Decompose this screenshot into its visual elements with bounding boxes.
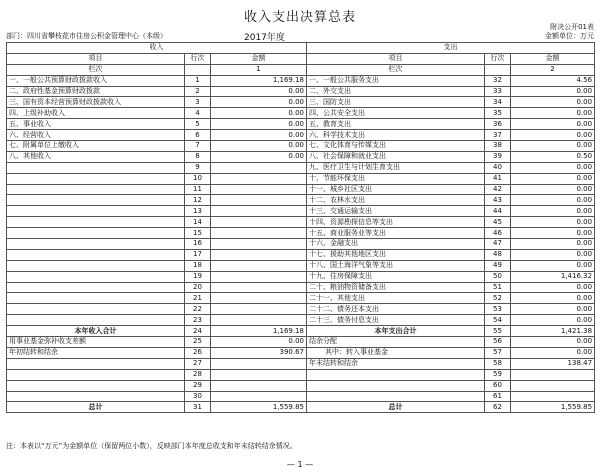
income-item-cell: [7, 206, 185, 217]
section-header-row: [7, 43, 595, 54]
income-expense-table: [6, 42, 595, 413]
income-amount-cell: 1,169.18: [211, 326, 307, 337]
income-rowno-cell: 8: [185, 151, 211, 162]
expense-item-cell: 十四、资源勘探信息等支出: [307, 217, 485, 228]
expense-item-cell: 十五、商业服务业等支出: [307, 228, 485, 239]
expense-item-cell: 二十二、债务还本支出: [307, 304, 485, 315]
expense-item-cell: 六、科学技术支出: [307, 130, 485, 141]
income-rowno-cell: 1: [185, 75, 211, 86]
expense-rowno-cell: 36: [485, 119, 511, 130]
expense-amount-cell: [511, 391, 595, 402]
income-amount-cell: [211, 391, 307, 402]
income-item-cell: 总计: [7, 402, 185, 413]
income-amount-cell: [211, 173, 307, 184]
expense-item-cell: 九、医疗卫生与计划生育支出: [307, 162, 485, 173]
income-item-cell: [7, 391, 185, 402]
income-item-cell: [7, 293, 185, 304]
income-amount-cell: [211, 282, 307, 293]
expense-amount-cell: 0.00: [511, 130, 595, 141]
expense-item-cell: 一、一般公共服务支出: [307, 75, 485, 86]
expense-item-cell: 二十一、其他支出: [307, 293, 485, 304]
table-row: [7, 282, 595, 293]
expense-amount-cell: 0.00: [511, 260, 595, 271]
income-rowno-cell: 6: [185, 130, 211, 141]
expense-amount-cell: 0.00: [511, 195, 595, 206]
income-amount-cell: [211, 184, 307, 195]
income-item-cell: [7, 184, 185, 195]
table-row: [7, 86, 595, 97]
expense-item-cell: 十六、金融支出: [307, 239, 485, 250]
expense-item-cell: 本年支出合计: [307, 326, 485, 337]
expense-item-cell: 七、文化体育与传媒支出: [307, 141, 485, 152]
income-item-cell: [7, 282, 185, 293]
income-amount-header: 金额: [211, 53, 307, 64]
expense-amount-cell: 1,421.38: [511, 326, 595, 337]
income-amount-cell: [211, 315, 307, 326]
income-rowno-header: 行次: [185, 53, 211, 64]
table-row: [7, 119, 595, 130]
income-item-cell: 八、其他收入: [7, 151, 185, 162]
income-amount-cell: 0.00: [211, 130, 307, 141]
expense-column-blank: [485, 64, 511, 75]
table-row: [7, 337, 595, 348]
income-amount-cell: [211, 369, 307, 380]
income-rowno-cell: 23: [185, 315, 211, 326]
table-row: [7, 108, 595, 119]
expense-amount-cell: 0.00: [511, 282, 595, 293]
form-number: 附决公开01表: [550, 23, 594, 31]
expense-amount-cell: 0.00: [511, 184, 595, 195]
income-amount-cell: [211, 195, 307, 206]
income-column-label: 栏次: [7, 64, 185, 75]
income-item-cell: [7, 239, 185, 250]
expense-rowno-cell: 53: [485, 304, 511, 315]
income-amount-cell: [211, 206, 307, 217]
income-item-cell: [7, 380, 185, 391]
income-rowno-cell: 9: [185, 162, 211, 173]
expense-item-cell: 总计: [307, 402, 485, 413]
page-number: — 1 —: [286, 460, 314, 469]
table-row: [7, 380, 595, 391]
income-item-cell: 四、上级补助收入: [7, 108, 185, 119]
income-amount-cell: [211, 358, 307, 369]
expense-rowno-cell: 62: [485, 402, 511, 413]
income-rowno-cell: 19: [185, 271, 211, 282]
expense-amount-cell: 0.00: [511, 337, 595, 348]
income-item-cell: [7, 173, 185, 184]
income-item-cell: [7, 195, 185, 206]
income-rowno-cell: 10: [185, 173, 211, 184]
income-section-header: 收入: [7, 43, 307, 54]
expense-item-cell: 十三、交通运输支出: [307, 206, 485, 217]
income-amount-cell: [211, 162, 307, 173]
income-rowno-cell: 3: [185, 97, 211, 108]
expense-rowno-cell: 59: [485, 369, 511, 380]
expense-rowno-cell: 56: [485, 337, 511, 348]
income-rowno-cell: 22: [185, 304, 211, 315]
expense-amount-cell: 1,559.85: [511, 402, 595, 413]
table-row: [7, 358, 595, 369]
expense-rowno-cell: 58: [485, 358, 511, 369]
expense-amount-cell: 0.50: [511, 151, 595, 162]
table-row: [7, 141, 595, 152]
expense-item-cell: 十八、国土海洋气象等支出: [307, 260, 485, 271]
income-rowno-cell: 31: [185, 402, 211, 413]
income-rowno-cell: 14: [185, 217, 211, 228]
expense-rowno-cell: 51: [485, 282, 511, 293]
income-amount-cell: [211, 228, 307, 239]
income-amount-cell: 0.00: [211, 97, 307, 108]
table-total-row: [7, 402, 595, 413]
income-item-cell: [7, 315, 185, 326]
table-row: [7, 195, 595, 206]
table-row: [7, 228, 595, 239]
income-amount-cell: 1,169.18: [211, 75, 307, 86]
report-meta: [6, 31, 594, 41]
expense-item-cell: 三、国防支出: [307, 97, 485, 108]
expense-item-cell: 其中：转入事业基金: [307, 347, 485, 358]
income-amount-cell: [211, 293, 307, 304]
expense-item-cell: 十二、农林水支出: [307, 195, 485, 206]
expense-item-cell: 十七、援助其他地区支出: [307, 249, 485, 260]
income-item-cell: 一、一般公共预算财政拨款收入: [7, 75, 185, 86]
amount-unit: 金额单位：万元: [545, 32, 594, 40]
expense-amount-cell: 0.00: [511, 304, 595, 315]
expense-amount-cell: 0.00: [511, 217, 595, 228]
expense-amount-cell: 0.00: [511, 293, 595, 304]
table-row: [7, 315, 595, 326]
table-row: [7, 97, 595, 108]
expense-item-header: 项目: [307, 53, 485, 64]
expense-rowno-cell: 49: [485, 260, 511, 271]
expense-amount-cell: 0.00: [511, 162, 595, 173]
table-body: [7, 75, 595, 413]
expense-item-cell: [307, 391, 485, 402]
expense-rowno-cell: 61: [485, 391, 511, 402]
expense-item-cell: 结余分配: [307, 337, 485, 348]
income-amount-cell: 0.00: [211, 86, 307, 97]
expense-rowno-cell: 39: [485, 151, 511, 162]
expense-section-header: 支出: [307, 43, 595, 54]
income-rowno-cell: 17: [185, 249, 211, 260]
expense-amount-cell: 0.00: [511, 108, 595, 119]
expense-amount-cell: 0.00: [511, 315, 595, 326]
table-row: [7, 249, 595, 260]
income-rowno-cell: 29: [185, 380, 211, 391]
income-item-cell: 六、经营收入: [7, 130, 185, 141]
expense-rowno-cell: 41: [485, 173, 511, 184]
expense-column-index: 2: [511, 64, 595, 75]
income-rowno-cell: 30: [185, 391, 211, 402]
expense-rowno-cell: 55: [485, 326, 511, 337]
expense-amount-cell: 1,416.32: [511, 271, 595, 282]
table-row: [7, 347, 595, 358]
expense-rowno-cell: 45: [485, 217, 511, 228]
expense-item-cell: 八、社会保障和就业支出: [307, 151, 485, 162]
table-row: [7, 162, 595, 173]
expense-rowno-cell: 38: [485, 141, 511, 152]
expense-amount-cell: 0.00: [511, 86, 595, 97]
income-rowno-cell: 25: [185, 337, 211, 348]
income-item-cell: [7, 271, 185, 282]
income-item-cell: [7, 358, 185, 369]
expense-rowno-cell: 32: [485, 75, 511, 86]
table-row: [7, 75, 595, 86]
income-item-cell: 本年收入合计: [7, 326, 185, 337]
income-rowno-cell: 13: [185, 206, 211, 217]
income-amount-cell: [211, 260, 307, 271]
income-item-cell: 七、附属单位上缴收入: [7, 141, 185, 152]
footnote: 注：本表以“万元”为金额单位（保留两位小数），反映部门本年度总收支和年末结转结余情况。: [6, 442, 297, 450]
expense-item-cell: 年末结转和结余: [307, 358, 485, 369]
income-rowno-cell: 18: [185, 260, 211, 271]
expense-amount-cell: 0.00: [511, 141, 595, 152]
income-item-cell: 三、国有资本经营预算财政拨款收入: [7, 97, 185, 108]
department-label: 部门：四川省攀枝花市住房公积金管理中心（本级）: [6, 32, 167, 40]
expense-item-cell: 二、外交支出: [307, 86, 485, 97]
expense-amount-cell: 0.00: [511, 228, 595, 239]
expense-amount-header: 金额: [511, 53, 595, 64]
expense-amount-cell: 138.47: [511, 358, 595, 369]
expense-rowno-cell: 60: [485, 380, 511, 391]
income-rowno-cell: 28: [185, 369, 211, 380]
expense-rowno-header: 行次: [485, 53, 511, 64]
table-total-row: [7, 326, 595, 337]
income-item-cell: [7, 217, 185, 228]
table-row: [7, 239, 595, 250]
expense-amount-cell: 0.00: [511, 206, 595, 217]
income-item-cell: [7, 304, 185, 315]
expense-item-cell: 四、公共安全支出: [307, 108, 485, 119]
expense-amount-cell: 0.00: [511, 173, 595, 184]
expense-amount-cell: 0.00: [511, 239, 595, 250]
income-rowno-cell: 11: [185, 184, 211, 195]
column-index-row: [7, 64, 595, 75]
income-item-cell: [7, 369, 185, 380]
table-row: [7, 130, 595, 141]
expense-rowno-cell: 34: [485, 97, 511, 108]
table-row: [7, 271, 595, 282]
expense-amount-cell: 0.00: [511, 119, 595, 130]
expense-rowno-cell: 54: [485, 315, 511, 326]
expense-item-cell: 十九、住房保障支出: [307, 271, 485, 282]
income-amount-cell: 0.00: [211, 337, 307, 348]
expense-rowno-cell: 40: [485, 162, 511, 173]
expense-amount-cell: 0.00: [511, 249, 595, 260]
column-header-row: [7, 53, 595, 64]
income-rowno-cell: 2: [185, 86, 211, 97]
table-row: [7, 369, 595, 380]
expense-item-cell: [307, 369, 485, 380]
expense-rowno-cell: 52: [485, 293, 511, 304]
income-rowno-cell: 24: [185, 326, 211, 337]
table-row: [7, 304, 595, 315]
expense-rowno-cell: 50: [485, 271, 511, 282]
table-row: [7, 293, 595, 304]
expense-item-cell: 十一、城乡社区支出: [307, 184, 485, 195]
income-rowno-cell: 21: [185, 293, 211, 304]
income-rowno-cell: 27: [185, 358, 211, 369]
fiscal-year: 2017年度: [244, 33, 285, 43]
expense-rowno-cell: 33: [485, 86, 511, 97]
table-row: [7, 391, 595, 402]
expense-amount-cell: 0.00: [511, 97, 595, 108]
income-amount-cell: 0.00: [211, 119, 307, 130]
income-amount-cell: [211, 217, 307, 228]
income-amount-cell: [211, 304, 307, 315]
income-amount-cell: [211, 271, 307, 282]
income-amount-cell: [211, 380, 307, 391]
income-rowno-cell: 20: [185, 282, 211, 293]
income-item-cell: 年初结转和结余: [7, 347, 185, 358]
expense-amount-cell: 4.56: [511, 75, 595, 86]
income-item-cell: [7, 228, 185, 239]
expense-amount-cell: 0.00: [511, 347, 595, 358]
income-rowno-cell: 15: [185, 228, 211, 239]
income-rowno-cell: 26: [185, 347, 211, 358]
income-item-cell: 用事业基金弥补收支差额: [7, 337, 185, 348]
income-rowno-cell: 4: [185, 108, 211, 119]
income-amount-cell: 0.00: [211, 141, 307, 152]
income-rowno-cell: 7: [185, 141, 211, 152]
expense-item-cell: 二十、粮油物资储备支出: [307, 282, 485, 293]
table-row: [7, 260, 595, 271]
expense-item-cell: 二十三、债务付息支出: [307, 315, 485, 326]
expense-rowno-cell: 37: [485, 130, 511, 141]
income-amount-cell: [211, 239, 307, 250]
income-rowno-cell: 5: [185, 119, 211, 130]
income-item-cell: 五、事业收入: [7, 119, 185, 130]
report-title: 收入支出决算总表: [243, 10, 356, 25]
income-column-blank: [185, 64, 211, 75]
expense-item-cell: 十、节能环保支出: [307, 173, 485, 184]
table-row: [7, 173, 595, 184]
expense-amount-cell: [511, 369, 595, 380]
expense-rowno-cell: 43: [485, 195, 511, 206]
income-amount-cell: [211, 249, 307, 260]
income-rowno-cell: 16: [185, 239, 211, 250]
income-rowno-cell: 12: [185, 195, 211, 206]
income-item-cell: [7, 260, 185, 271]
table-row: [7, 217, 595, 228]
expense-item-cell: [307, 380, 485, 391]
table-row: [7, 206, 595, 217]
income-column-index: 1: [211, 64, 307, 75]
expense-amount-cell: [511, 380, 595, 391]
income-amount-cell: 1,559.85: [211, 402, 307, 413]
table-row: [7, 184, 595, 195]
income-item-cell: [7, 162, 185, 173]
expense-item-cell: 五、教育支出: [307, 119, 485, 130]
income-amount-cell: 0.00: [211, 151, 307, 162]
table-row: [7, 151, 595, 162]
income-amount-cell: 390.67: [211, 347, 307, 358]
expense-rowno-cell: 46: [485, 228, 511, 239]
expense-rowno-cell: 47: [485, 239, 511, 250]
expense-column-label: 栏次: [307, 64, 485, 75]
income-amount-cell: 0.00: [211, 108, 307, 119]
expense-rowno-cell: 48: [485, 249, 511, 260]
income-item-header: 项目: [7, 53, 185, 64]
expense-rowno-cell: 44: [485, 206, 511, 217]
income-item-cell: [7, 249, 185, 260]
income-item-cell: 二、政府性基金预算财政拨款: [7, 86, 185, 97]
expense-rowno-cell: 57: [485, 347, 511, 358]
expense-rowno-cell: 42: [485, 184, 511, 195]
expense-rowno-cell: 35: [485, 108, 511, 119]
